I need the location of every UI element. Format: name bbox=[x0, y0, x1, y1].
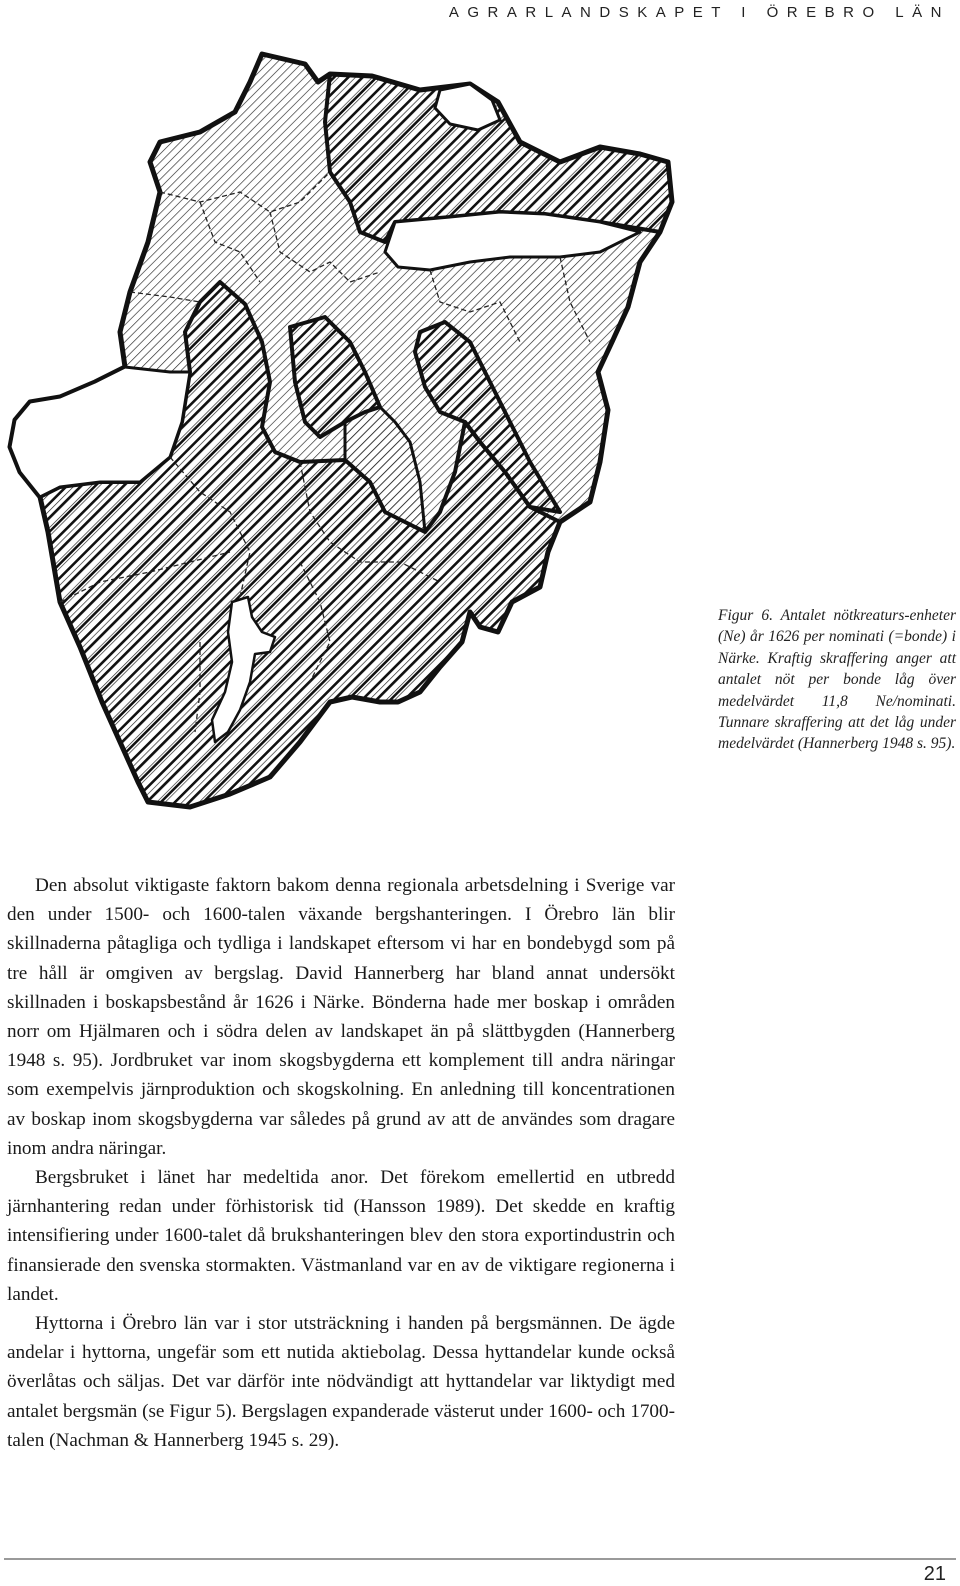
footer-rule bbox=[4, 1558, 956, 1560]
narke-map-svg bbox=[0, 42, 690, 832]
running-header: AGRARLANDSKAPET I ÖREBRO LÄN bbox=[448, 4, 950, 21]
page-number: 21 bbox=[923, 1563, 946, 1585]
paragraph: Hyttorna i Örebro län var i stor utsträckning i handen på bergsmännen. De ägde andelar i hyttorna, ungefär som ett nutida aktiebolag. Dessa hyttandelar kunde också överlåtas och säljas. Det var därför inte nödvändigt att hyttandelar var liktydigt med antalet bergsmän (se Figur 5). Bergslagen expanderade västerut under 1600- och 1700-talen (Nachman & Hannerberg 1945 s. 29). bbox=[7, 1313, 675, 1451]
paragraph: Bergsbruket i länet har medeltida anor. Det förekom emellertid en utbredd järnhantering redan under förhistorisk tid (Hansson 1989). Det skedde en kraftig intensifiering under 1600-talet då brukshanteringen blev den stora exportindustrin och finansierade den svenska stormakten. Västmanland var en av de viktigare regionerna i landet. bbox=[7, 1167, 675, 1305]
body-text bbox=[7, 871, 675, 1455]
figure-caption: Figur 6. Antalet nötkreaturs-enheter (Ne) år 1626 per nominati (=bonde) i Närke. Kraftig skraffering anger att antalet nöt per bonde låg över medelvärdet 11,8 Ne/nominati. Tunnare skraffering att det låg under medelvärdet (Hannerberg 1948 s. 95). bbox=[718, 607, 956, 753]
paragraph: Den absolut viktigaste faktorn bakom denna regionala arbetsdelning i Sverige var den under 1500- och 1600-talen växande bergshanteringen. I Örebro län blir skillnaderna påtagliga och tydliga i landskapet eftersom vi har en bondebygd som på tre håll är omgiven av bergslag. David Hannerberg har bland annat undersökt skillnaden i boskapsbestånd år 1626 i Närke. Bönderna hade mer boskap i områden norr om Hjälmaren och i södra delen av landskapet än på slättbygden (Hannerberg 1948 s. 95). Jordbruket var inom skogsbygderna ett komplement till andra näringar som exempelvis järnproduktion och skogskolning. En anledning till koncentrationen av boskap inom skogsbygderna var således på grund av att de användes som dragare inom andra näringar. bbox=[7, 875, 675, 1159]
hatched-region-map bbox=[0, 42, 690, 832]
